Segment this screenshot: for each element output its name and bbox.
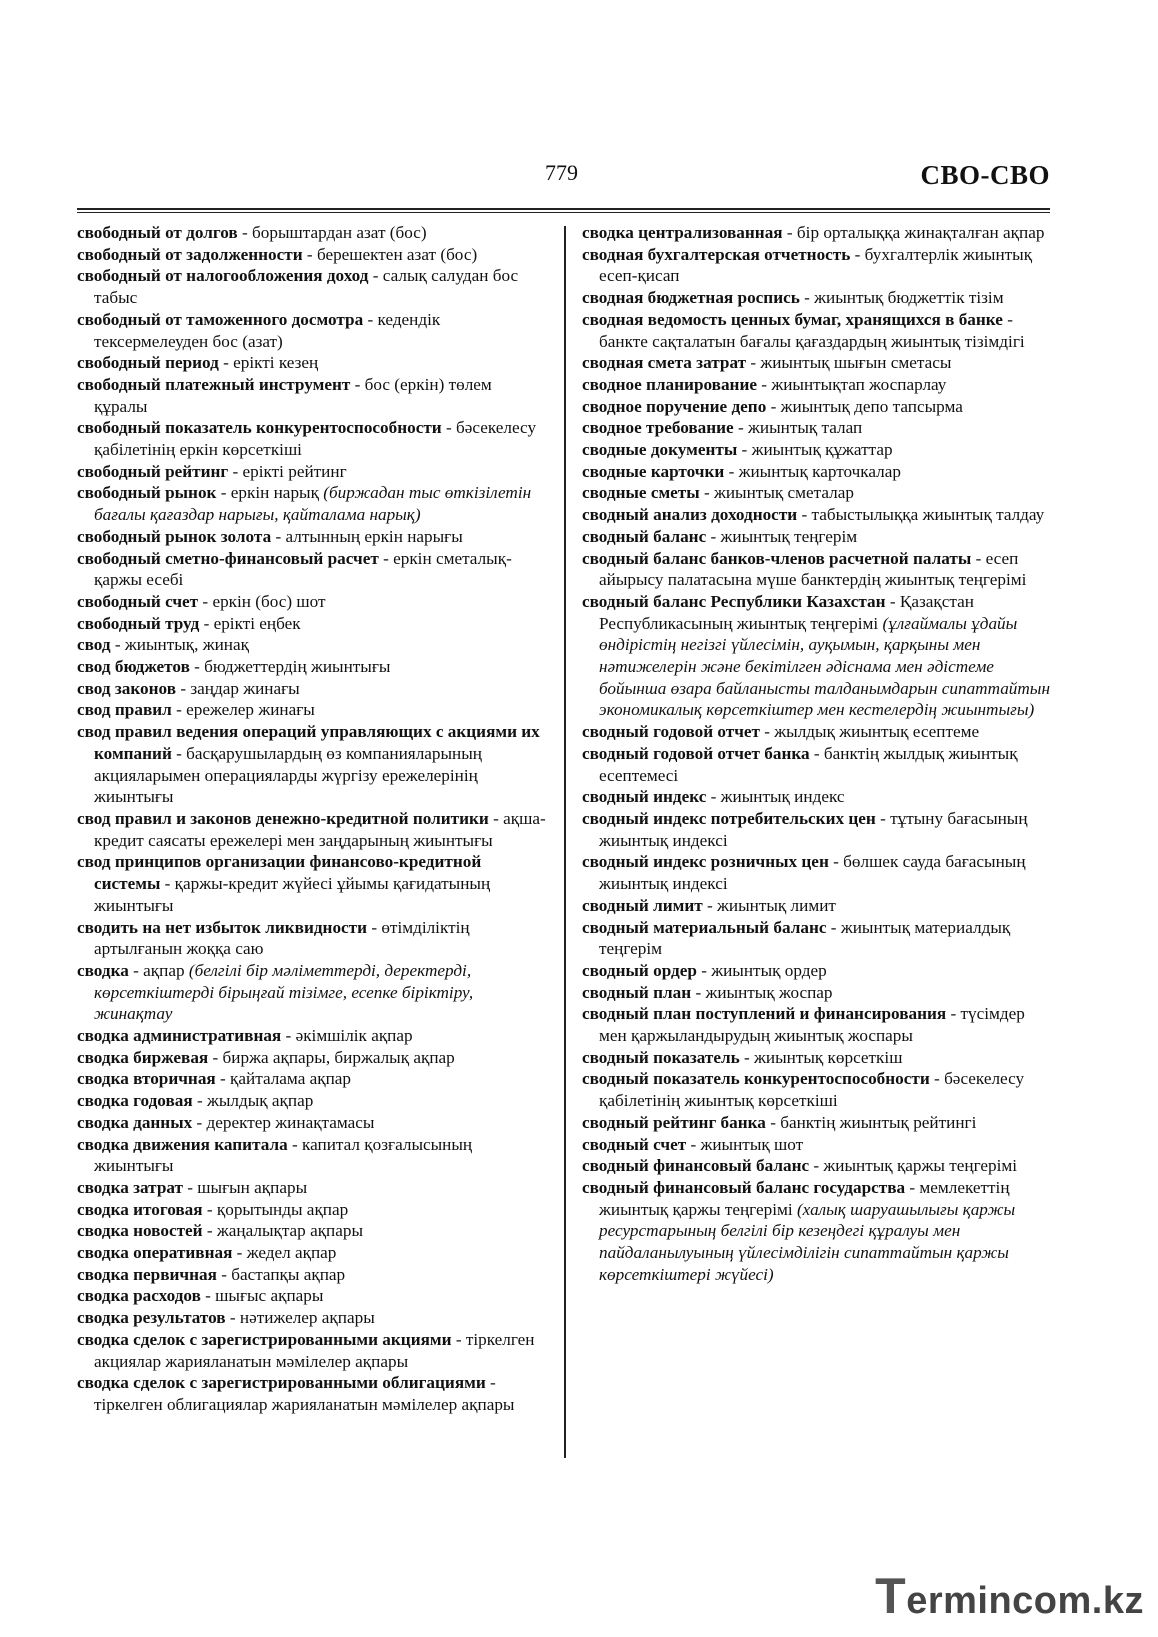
entry-definition: - жиынтық индекс [706, 787, 845, 807]
entry-definition: - банктің жиынтық рейтингі [765, 1112, 977, 1132]
entry-definition: - бастапқы ақпар [216, 1264, 346, 1284]
dictionary-entry [77, 244, 547, 266]
entry-definition: - тіркелген акциялар жарияланатын мәмілелер ақпары [94, 1329, 535, 1371]
entry-definition: - бос (еркін) төлем құралы [94, 374, 492, 416]
entry-definition: - банктің жылдық жиынтық есептемесі [599, 743, 1018, 785]
entry-term: свободный сметно-финансовый расчет [77, 548, 379, 568]
left-column [77, 222, 547, 1416]
entry-definition: - жиынтық бюджеттік тізім [799, 288, 1004, 308]
dictionary-entry [582, 287, 1054, 309]
entry-note: (биржадан тыс өткізілетін бағалы қағаздар нарығы, қайталама нарық) [94, 483, 532, 525]
entry-definition: - жиынтық көрсеткіш [739, 1047, 903, 1067]
entry-definition: - қайталама ақпар [215, 1069, 352, 1089]
dictionary-entry [77, 1199, 547, 1221]
entry-term: сводка биржевая [77, 1047, 209, 1067]
entry-definition: - қаржы-кредит жүйесі ұйымы қағидатының жиынтығы [94, 874, 491, 915]
entry-term: сводная смета затрат [582, 353, 747, 373]
dictionary-entry [582, 1112, 1054, 1134]
entry-definition: - жиынтық материалдық теңгерім [599, 917, 1011, 959]
dictionary-entry [77, 548, 547, 591]
dictionary-entry [582, 591, 1054, 721]
dictionary-entry [582, 1177, 1054, 1286]
dictionary-entry [582, 851, 1054, 894]
dictionary-entry [582, 982, 1054, 1004]
dictionary-entry [582, 808, 1054, 851]
entry-definition: - жиынтық лимит [702, 895, 836, 915]
dictionary-entry [77, 1025, 547, 1047]
entry-definition: - деректер жинақтамасы [192, 1112, 375, 1132]
entry-definition: - тұтыну бағасының жиынтық индексі [599, 808, 1028, 850]
dictionary-entry [582, 1068, 1054, 1111]
dictionary-entry [582, 461, 1054, 483]
entry-term: свод правил и законов денежно-кредитной политики [77, 808, 489, 828]
entry-definition: - жиынтық сметалар [699, 483, 854, 503]
entry-definition: - капитал қозғалысының жиынтығы [94, 1134, 473, 1176]
entry-term: свод правил [77, 700, 172, 720]
entry-term: сводный финансовый баланс [582, 1156, 810, 1176]
dictionary-entry [582, 222, 1054, 244]
entry-term: сводка годовая [77, 1091, 193, 1111]
dictionary-entry [582, 374, 1054, 396]
entry-term: сводка новостей [77, 1221, 203, 1241]
entry-term: сводные карточки [582, 461, 725, 481]
dictionary-entry [582, 309, 1054, 352]
entry-term: свободный рынок [77, 483, 217, 503]
header-rule-thick [77, 208, 1050, 210]
entry-definition: - бөлшек сауда бағасының жиынтық индексі [599, 852, 1026, 894]
dictionary-entry [582, 1047, 1054, 1069]
dictionary-entry [77, 265, 547, 308]
entry-definition: - бухгалтерлік жиынтық есеп-қисап [599, 244, 1033, 286]
dictionary-entry [77, 808, 547, 851]
entry-term: свод правил ведения операций управляющих с акциями их компаний [77, 722, 540, 763]
entry-term: свободный от таможенного досмотра [77, 309, 364, 329]
entry-definition: - жиынтық ордер [696, 960, 827, 980]
entry-term: сводка оперативная [77, 1243, 233, 1263]
dictionary-entry [77, 678, 547, 700]
entry-term: свод принципов организации финансово-кредитной системы [77, 852, 482, 894]
entry-term: сводная бюджетная роспись [582, 288, 800, 308]
entry-term: сводный годовой отчет банка [582, 743, 810, 763]
entry-term: сводка затрат [77, 1177, 183, 1197]
dictionary-entry [582, 352, 1054, 374]
entry-definition: - берешектен азат (бос) [302, 244, 478, 264]
entry-definition: - бәсекелесу қабілетінің жиынтық көрсеткіші [599, 1069, 1025, 1111]
watermark-text: ermincom.kz [906, 1580, 1144, 1622]
header-rule-thin [77, 212, 1050, 213]
entry-term: сводный финансовый баланс государства [582, 1177, 906, 1197]
dictionary-entry [77, 591, 547, 613]
entry-definition: - жедел ақпар [232, 1243, 337, 1263]
entry-term: сводный анализ доходности [582, 505, 798, 525]
entry-definition: - жиынтық талап [733, 418, 863, 438]
dictionary-entry [77, 1329, 547, 1372]
dictionary-entry [77, 1242, 547, 1264]
column-divider [564, 226, 566, 1458]
entry-definition: - биржа ақпары, биржалық ақпар [208, 1047, 455, 1067]
dictionary-entry [77, 1177, 547, 1199]
page-number: 779 [545, 160, 578, 185]
entry-definition: - шығыс ақпары [200, 1286, 324, 1306]
entry-term: сводный индекс розничных цен [582, 852, 829, 872]
entry-term: сводить на нет избыток ликвидности [77, 917, 368, 937]
entry-definition: - есеп айырысу палатасына мүше банктердің жиынтық теңгерімі [599, 548, 1027, 590]
dictionary-entry [77, 1264, 547, 1286]
dictionary-entry [77, 1372, 547, 1415]
dictionary-entry [582, 439, 1054, 461]
dictionary-entry [77, 222, 547, 244]
entry-term: свободный труд [77, 613, 200, 633]
entry-definition: - жиынтық құжаттар [737, 440, 893, 460]
entry-term: сводная бухгалтерская отчетность [582, 244, 851, 264]
entry-term: сводка первичная [77, 1264, 217, 1284]
dictionary-entry [77, 482, 547, 525]
watermark-logo [875, 1567, 1144, 1625]
entry-definition: - кедендік тексермелеуден бос (азат) [94, 309, 441, 351]
entry-term: сводное поручение депо [582, 396, 767, 416]
entry-term: сводное планирование [582, 374, 757, 394]
entry-term: свод бюджетов [77, 657, 190, 677]
running-head: СВО-СВО [920, 160, 1050, 190]
entry-term: сводный счет [582, 1134, 687, 1154]
entry-definition: - жиынтық, жинақ [110, 635, 249, 655]
entry-definition: - ерікті рейтинг [228, 461, 347, 481]
dictionary-entry [582, 786, 1054, 808]
dictionary-entry [77, 1307, 547, 1329]
dictionary-entry [77, 374, 547, 417]
dictionary-entry [77, 634, 547, 656]
dictionary-entry [77, 656, 547, 678]
entry-term: свободный платежный инструмент [77, 374, 351, 394]
entry-term: свободный счет [77, 591, 199, 611]
entry-definition: - табыстылыққа жиынтық талдау [797, 505, 1045, 525]
entry-definition: - ақпар [128, 960, 189, 980]
entry-term: сводка административная [77, 1026, 282, 1046]
entry-term: сводка движения капитала [77, 1134, 288, 1154]
entry-definition: - өтімділіктің артылғанын жоққа саю [94, 917, 470, 959]
entry-definition: - жиынтық депо тапсырма [766, 396, 963, 416]
dictionary-entry [77, 417, 547, 460]
dictionary-entry [77, 1047, 547, 1069]
entry-definition: - тіркелген облигациялар жарияланатын мәмілелер ақпары [94, 1373, 515, 1414]
entry-definition: - бюджеттердің жиынтығы [189, 657, 391, 677]
entry-term: сводка [77, 960, 129, 980]
dictionary-entry [582, 548, 1054, 591]
dictionary-entry [77, 526, 547, 548]
entry-term: сводка вторичная [77, 1069, 216, 1089]
dictionary-entry [582, 1134, 1054, 1156]
entry-term: свободный рынок золота [77, 526, 272, 546]
entry-term: сводное требование [582, 418, 734, 438]
dictionary-entry [77, 1090, 547, 1112]
entry-definition: - түсімдер мен қаржыландырудың жиынтық жоспары [599, 1004, 1025, 1046]
entry-definition: - ерікті еңбек [199, 613, 301, 633]
dictionary-entry [77, 1285, 547, 1307]
entry-term: сводка расходов [77, 1286, 201, 1306]
watermark-first-letter: T [875, 1568, 907, 1624]
entry-definition: - заңдар жинағы [176, 678, 300, 698]
entry-term: сводный баланс Республики Казахстан [582, 591, 886, 611]
dictionary-entry [77, 721, 547, 808]
entry-term: свободный от задолженности [77, 244, 303, 264]
entry-definition: - жиынтық карточкалар [724, 461, 901, 481]
dictionary-entry [77, 613, 547, 635]
entry-term: свод [77, 635, 111, 655]
entry-definition: - бір орталыққа жинақталған ақпар [782, 223, 1045, 242]
entry-definition: - борыштардан азат (бос) [237, 223, 427, 242]
entry-definition: - шығын ақпары [182, 1177, 308, 1197]
entry-definition: - банкте сақталатын бағалы қағаздардың жиынтық тізімдігі [599, 309, 1025, 351]
entry-definition: - жылдық жиынтық есептеме [759, 722, 980, 742]
entry-definition: - еркін сметалық-қаржы есебі [94, 548, 512, 590]
entry-definition: - салық салудан бос табыс [94, 266, 519, 308]
entry-definition: - жиынтық теңгерім [706, 526, 858, 546]
dictionary-entry [77, 352, 547, 374]
dictionary-entry [582, 244, 1054, 287]
entry-definition: - еркін нарық [216, 483, 324, 503]
dictionary-entry [77, 309, 547, 352]
entry-term: сводный показатель [582, 1047, 740, 1067]
entry-term: сводка результатов [77, 1308, 226, 1328]
entry-term: свободный период [77, 353, 219, 373]
entry-definition: - жиынтық шот [686, 1134, 804, 1154]
entry-term: сводная ведомость ценных бумаг, хранящихся в банке [582, 309, 1003, 329]
entry-term: свод законов [77, 678, 177, 698]
entry-definition: - жиынтықтап жоспарлау [757, 374, 947, 394]
entry-definition: - жылдық ақпар [192, 1091, 314, 1111]
entry-term: сводный план поступлений и финансирования [582, 1004, 947, 1024]
dictionary-entry [77, 960, 547, 1025]
dictionary-entry [77, 1220, 547, 1242]
entry-term: сводный показатель конкурентоспособности [582, 1069, 930, 1089]
dictionary-entry [582, 895, 1054, 917]
entry-note: (ұлғаймалы ұдайы өндірістің негізгі үйлесімін, ауқымын, қарқыны мен нәтижелерін және бекітілген әдіснама мен әдістеме бойынша өзара байланысты талданымдарын сипаттайтын экономикалық көрсеткіштер мен кестелердің жиынтығы) [599, 613, 1050, 720]
dictionary-entry [582, 417, 1054, 439]
dictionary-entry [582, 960, 1054, 982]
entry-term: сводные документы [582, 440, 738, 460]
entry-definition: - нәтижелер ақпары [225, 1308, 375, 1328]
dictionary-entry [77, 917, 547, 960]
dictionary-entry [582, 743, 1054, 786]
entry-note: (белгілі бір мәліметтерді, деректерді, көрсеткіштерді бірыңғай тізімге, есепке біріктіру, жинақтау [94, 960, 474, 1024]
entry-term: сводные сметы [582, 483, 700, 503]
entry-term: сводный баланс [582, 526, 707, 546]
entry-definition: - жиынтық қаржы теңгерімі [809, 1156, 1018, 1176]
right-column [582, 222, 1054, 1285]
entry-term: свободный показатель конкурентоспособности [77, 418, 442, 438]
entry-term: сводный индекс потребительских цен [582, 808, 876, 828]
dictionary-entry [77, 1134, 547, 1177]
entry-definition: - әкімшілік ақпар [281, 1026, 413, 1046]
dictionary-entry [582, 1003, 1054, 1046]
entry-note: (халық шаруашылығы қаржы ресурстарының белгілі бір кезеңдегі құралуы мен пайдаланылуының үйлесімділігін сипаттайтын қаржы көрсеткіштері жүйесі) [599, 1199, 1016, 1284]
dictionary-entry [582, 482, 1054, 504]
entry-definition: - Қазақстан Республикасының жиынтық теңгерімі [599, 591, 974, 633]
dictionary-entry [77, 461, 547, 483]
dictionary-entry [582, 917, 1054, 960]
entry-term: свободный от долгов [77, 223, 238, 242]
entry-definition: - ережелер жинағы [171, 700, 315, 720]
dictionary-entry [582, 526, 1054, 548]
entry-definition: - ерікті кезең [218, 353, 319, 373]
entry-definition: - мемлекеттің жиынтық қаржы теңгерімі [599, 1177, 1010, 1219]
entry-definition: - жиынтық жоспар [691, 982, 833, 1002]
entry-term: сводный ордер [582, 960, 697, 980]
entry-term: свободный от налогообложения доход [77, 266, 369, 286]
dictionary-entry [582, 1155, 1054, 1177]
dictionary-entry [582, 504, 1054, 526]
entry-definition: - қорытынды ақпар [202, 1199, 349, 1219]
entry-definition: - жаңалықтар ақпары [202, 1221, 364, 1241]
entry-term: сводный годовой отчет [582, 722, 760, 742]
entry-definition: - ақша-кредит саясаты ережелері мен заңдарының жиынтығы [94, 808, 546, 850]
dictionary-entry [582, 721, 1054, 743]
entry-term: сводный план [582, 982, 692, 1002]
entry-term: сводка сделок с зарегистрированными облигациями [77, 1373, 486, 1393]
entry-term: сводка данных [77, 1112, 193, 1132]
entry-term: сводка сделок с зарегистрированными акциями [77, 1329, 452, 1349]
entry-definition: - бәсекелесу қабілетінің еркін көрсеткіші [94, 418, 537, 460]
entry-definition: - еркін (бос) шот [198, 591, 326, 611]
entry-term: сводный рейтинг банка [582, 1112, 766, 1132]
entry-definition: - басқарушылардың өз компанияларының акцияларымен операцияларды жүргізу ережелерінің жиынтығы [94, 743, 482, 807]
dictionary-entry [77, 851, 547, 916]
entry-term: сводный материальный баланс [582, 917, 827, 937]
dictionary-entry [582, 396, 1054, 418]
entry-term: сводный лимит [582, 895, 703, 915]
dictionary-entry [77, 1068, 547, 1090]
entry-definition: - жиынтық шығын сметасы [746, 353, 952, 373]
entry-term: сводный индекс [582, 787, 707, 807]
entry-term: свободный рейтинг [77, 461, 229, 481]
dictionary-entry [77, 699, 547, 721]
entry-term: сводка итоговая [77, 1199, 203, 1219]
entry-term: сводный баланс банков-членов расчетной палаты [582, 548, 972, 568]
entry-definition: - алтынның еркін нарығы [271, 526, 463, 546]
entry-term: сводка централизованная [582, 223, 783, 242]
dictionary-entry [77, 1112, 547, 1134]
